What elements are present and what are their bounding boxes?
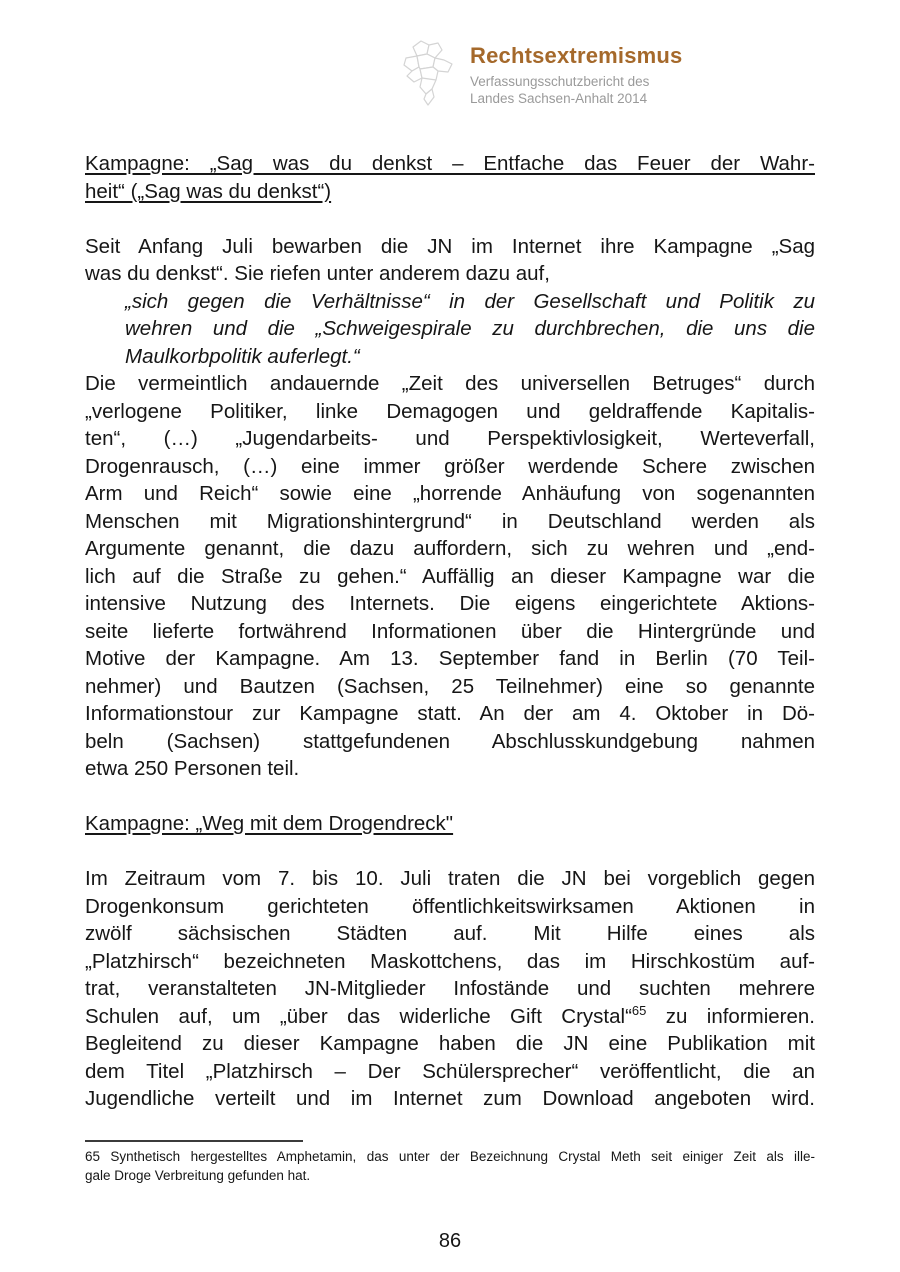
paragraph-line: beln (Sachsen) stattgefundenen Abschlusskundgebung nahmen <box>85 729 815 753</box>
paragraph-line: was du denkst“. Sie riefen unter anderem dazu auf, <box>85 262 550 285</box>
document-body <box>85 150 815 1185</box>
blank-line <box>85 783 815 811</box>
page-number: 86 <box>438 1230 462 1252</box>
paragraph-line: lich auf die Straße zu gehen.“ Auffällig an dieser Kampagne war die <box>85 564 815 588</box>
quote-line: Maulkorbpolitik auferlegt.“ <box>125 344 360 368</box>
paragraph-line: trat, veranstalteten JN-Mitglieder Infostände und suchten mehrere <box>85 977 815 1000</box>
paragraph-line: Jugendliche verteilt und im Internet zum Download angeboten wird. <box>85 1087 815 1110</box>
quote-line: wehren und die „Schweigespirale zu durchbrechen, die uns die <box>125 317 815 340</box>
heading-line: heit“ („Sag was du denkst“) <box>85 179 332 203</box>
paragraph-line: etwa 250 Personen teil. <box>85 757 300 780</box>
paragraph-text: Schulen auf, um „über das widerliche Gift Crystal“ <box>85 1004 632 1028</box>
quote-line: „sich gegen die Verhältnisse“ in der Gesellschaft und Politik zu <box>125 289 815 313</box>
paragraph-text: zu informieren. <box>646 1004 816 1028</box>
block-quote <box>85 288 815 371</box>
paragraph-line: Drogenkonsum gerichteten öffentlichkeitswirksamen Aktionen in <box>85 894 815 918</box>
report-header-text <box>470 37 683 107</box>
heading-line: Kampagne: „Sag was du denkst – Entfache das Feuer der Wahr- <box>85 152 815 175</box>
paragraph-line: Drogenrausch, (…) eine immer größer werdende Schere zwischen <box>85 454 815 478</box>
paragraph-line <box>85 1003 815 1031</box>
footnote-line: gale Droge Verbreitung gefunden hat. <box>85 1167 311 1183</box>
footnote-line: 65 Synthetisch hergestelltes Amphetamin, das unter der Bezeichnung Crystal Meth seit einiger Zeit als ille- <box>85 1148 815 1164</box>
footnote <box>85 1147 815 1185</box>
section-heading-sag-was-du-denkst <box>85 150 815 205</box>
paragraph-line: Informationstour zur Kampagne statt. An der am 4. Oktober in Dö- <box>85 702 815 725</box>
paragraph <box>85 865 815 1113</box>
paragraph-line: Die vermeintlich andauernde „Zeit des universellen Betruges“ durch <box>85 372 815 395</box>
paragraph-line: Argumente genannt, die dazu auffordern, sich zu wehren und „end- <box>85 537 815 560</box>
paragraph-line: intensive Nutzung des Internets. Die eigens eingerichtete Aktions- <box>85 592 815 615</box>
paragraph-line: seite lieferte fortwährend Informationen über die Hintergründe und <box>85 619 815 643</box>
footnote-reference-65: 65 <box>631 1002 647 1018</box>
footnote-separator <box>85 1140 303 1142</box>
paragraph-line: dem Titel „Platzhirsch – Der Schülersprecher“ veröffentlicht, die an <box>85 1059 815 1083</box>
report-header <box>398 37 683 113</box>
paragraph-line: „Platzhirsch“ bezeichneten Maskottchens, das im Hirschkostüm auf- <box>85 949 815 973</box>
blank-line <box>85 838 815 866</box>
report-subtitle-line1: Verfassungsschutzbericht des <box>470 74 650 89</box>
heading-line: Kampagne: „Weg mit dem Drogendreck" <box>85 812 454 835</box>
paragraph-line: nehmer) und Bautzen (Sachsen, 25 Teilnehmer) eine so genannte <box>85 674 815 698</box>
paragraph-line: Motive der Kampagne. Am 13. September fand in Berlin (70 Teil- <box>85 647 815 670</box>
paragraph-line: Arm und Reich“ sowie eine „horrende Anhäufung von sogenannten <box>85 482 815 505</box>
sachsen-anhalt-map-icon <box>398 37 460 113</box>
paragraph-line: zwölf sächsischen Städten auf. Mit Hilfe eines als <box>85 922 815 945</box>
paragraph-line: Im Zeitraum vom 7. bis 10. Juli traten die JN bei vorgeblich gegen <box>85 867 815 890</box>
blank-line <box>85 205 815 233</box>
paragraph <box>85 370 815 783</box>
paragraph-line: „verlogene Politiker, linke Demagogen und geldraffende Kapitalis- <box>85 399 815 423</box>
paragraph <box>85 233 815 288</box>
report-subtitle <box>470 73 683 107</box>
paragraph-line: Seit Anfang Juli bewarben die JN im Internet ihre Kampagne „Sag <box>85 234 815 258</box>
paragraph-line: ten“, (…) „Jugendarbeits- und Perspektivlosigkeit, Werteverfall, <box>85 427 815 450</box>
report-title: Rechtsextremismus <box>470 43 683 68</box>
paragraph-line: Menschen mit Migrationshintergrund“ in Deutschland werden als <box>85 509 815 533</box>
paragraph-line: Begleitend zu dieser Kampagne haben die JN eine Publikation mit <box>85 1032 815 1055</box>
report-subtitle-line2: Landes Sachsen-Anhalt 2014 <box>470 91 648 106</box>
section-heading-drogendreck <box>85 810 815 838</box>
